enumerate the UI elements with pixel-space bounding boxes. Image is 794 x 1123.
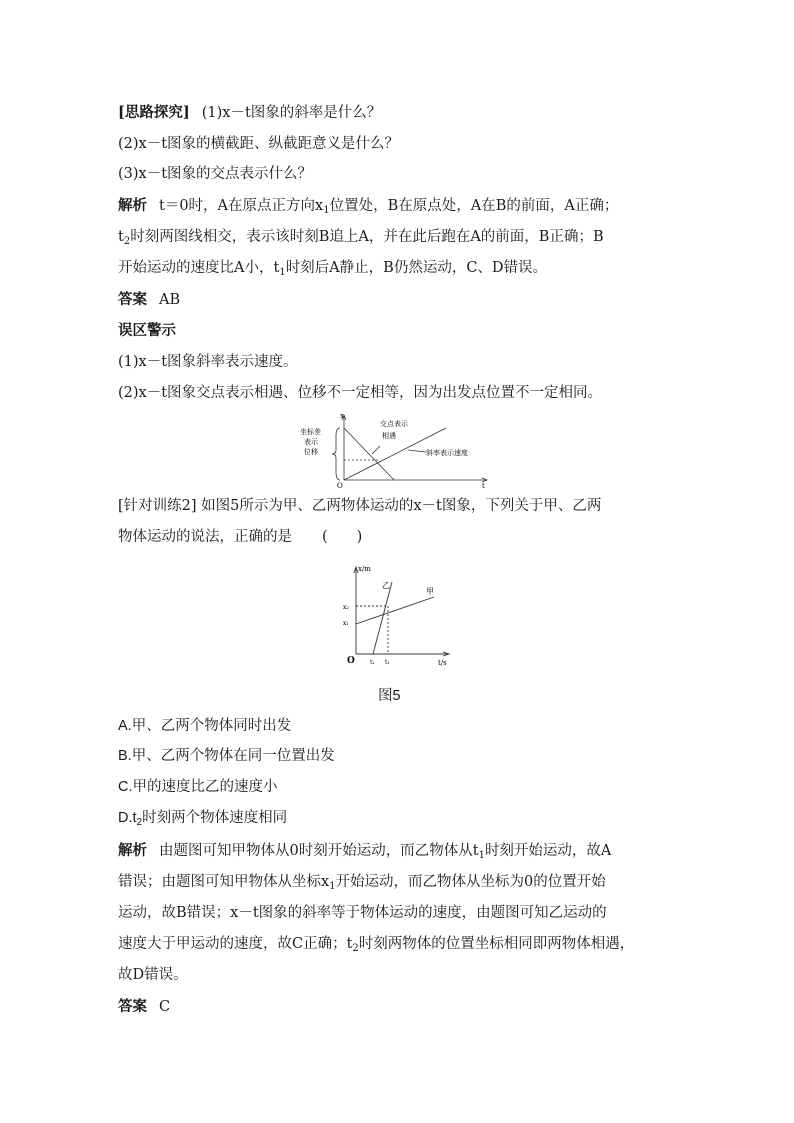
analysis1-label: 解析 <box>118 197 147 214</box>
fig2-y-label: x/m <box>358 565 371 573</box>
fig1-brace <box>332 428 340 480</box>
answer2-line <box>118 997 170 1017</box>
analysis1-sub-3: 1 <box>279 267 286 278</box>
analysis2-line-5: 故D错误。 <box>118 967 188 983</box>
analysis2-line-1 <box>118 841 611 866</box>
analysis1-line-2 <box>118 227 604 252</box>
fig1-note-top-1: 交点表示 <box>380 420 408 428</box>
thinking-line-1 <box>118 103 381 123</box>
analysis1-text-1a: t＝0时，A在原点正方向x <box>159 198 324 214</box>
fig1-note-top-2: 相遇 <box>382 432 396 440</box>
analysis2-text-2a: 错误；由题图可知甲物体从坐标x <box>118 874 330 890</box>
analysis1-text-2a: t <box>118 229 124 245</box>
option-c: C.甲的速度比乙的速度小 <box>118 779 278 795</box>
fig2-tick-t2: t₁ <box>385 659 390 666</box>
fig1-note-left-1: 坐标差 <box>300 428 321 436</box>
analysis2-line-2 <box>118 872 606 897</box>
answer2-value: C <box>159 999 171 1015</box>
fig1-pointer-right <box>408 450 426 452</box>
analysis1-sub-1: 1 <box>323 205 330 216</box>
analysis2-text-4a: 速度大于甲运动的速度，故C正确；t <box>118 936 353 952</box>
answer1-line <box>118 290 180 310</box>
analysis2-text-2b: 开始运动，而乙物体从坐标为0的位置开始 <box>335 874 606 890</box>
figure-5-caption: 图5 <box>378 688 401 704</box>
analysis1-text-3b: 时刻后A静止，B仍然运动，C、D错误。 <box>285 260 548 276</box>
fig1-note-left-3: 位移 <box>304 448 318 456</box>
analysis2-text-4b: 时刻两物体的位置坐标相同即两物体相遇， <box>358 936 635 952</box>
fig1-origin: O <box>337 482 343 488</box>
analysis2-text-1a: 由题图可知甲物体从0时刻开始运动，而乙物体从t <box>159 843 479 859</box>
analysis2-text-1b: 时刻开始运动，故A <box>484 843 612 859</box>
fig2-tick-x2: x₂ <box>343 604 349 611</box>
fig1-note-right: 斜率表示速度 <box>426 449 468 457</box>
figure-xt-annotated <box>296 410 496 488</box>
analysis1-line-3 <box>118 258 547 283</box>
answer2-label: 答案 <box>118 998 147 1015</box>
analysis1-line-1 <box>118 196 618 221</box>
thinking-tag: [思路探究] <box>118 104 190 121</box>
analysis2-line-4 <box>118 934 634 959</box>
exercise-paren: ( ) <box>322 529 363 545</box>
answer1-label: 答案 <box>118 291 147 308</box>
fig2-label-jia: 甲 <box>426 587 434 596</box>
thinking-q1: (1)x－t图象的斜率是什么？ <box>201 105 382 121</box>
analysis2-sub-1: 1 <box>478 850 485 861</box>
fig1-pointer-top <box>372 446 380 454</box>
warning-p1: (1)x－t图象斜率表示速度。 <box>118 354 298 370</box>
exercise-line-2 <box>118 527 362 547</box>
fig2-origin: O <box>347 656 355 666</box>
fig2-x-label: t/s <box>438 659 447 667</box>
option-a: A.甲、乙两个物体同时出发 <box>118 718 292 734</box>
option-b: B.甲、乙两个物体在同一位置出发 <box>118 748 335 764</box>
fig2-tick-x1: x₁ <box>343 620 349 627</box>
analysis2-sub-2: 1 <box>329 881 336 892</box>
answer1-value: AB <box>159 292 181 308</box>
fig2-tick-t1: t₁ <box>370 659 375 666</box>
thinking-q2: (2)x－t图象的横截距、纵截距意义是什么？ <box>118 136 400 152</box>
option-d-pre: D.t <box>118 810 137 826</box>
analysis1-text-1b: 位置处，B在原点处，A在B的前面，A正确； <box>329 198 619 214</box>
exercise-text-2: 物体运动的说法，正确的是 <box>118 529 292 545</box>
fig1-note-left-2: 表示 <box>304 438 318 446</box>
fig2-line-yi <box>373 582 392 654</box>
exercise-line-1: [针对训练2] 如图5所示为甲、乙两物体运动的x－t图象，下列关于甲、乙两 <box>118 498 602 514</box>
analysis2-line-3: 运动，故B错误；x－t图象的斜率等于物体运动的速度，由题图可知乙运动的 <box>118 905 607 921</box>
analysis1-text-3a: 开始运动的速度比A小，t <box>118 260 280 276</box>
figure-5 <box>336 562 456 670</box>
option-d <box>118 808 287 833</box>
fig1-axis-y: x <box>340 412 344 420</box>
fig2-label-yi: 乙 <box>382 581 390 590</box>
option-d-sub: 2 <box>136 817 143 828</box>
warning-title: 误区警示 <box>118 322 176 339</box>
warning-p2: (2)x－t图象交点表示相遇、位移不一定相等，因为出发点位置不一定相同。 <box>118 385 603 401</box>
fig1-axis-x: t <box>482 482 485 488</box>
analysis1-text-2b: 时刻两图线相交，表示该时刻B追上A，并在此后跑在A的前面，B正确；B <box>130 229 604 245</box>
analysis1-sub-2: 2 <box>123 236 131 247</box>
analysis2-label: 解析 <box>118 842 147 859</box>
option-d-post: 时刻两个物体速度相同 <box>142 810 288 826</box>
fig2-line-jia <box>356 597 434 624</box>
thinking-q3: (3)x－t图象的交点表示什么？ <box>118 166 313 182</box>
analysis2-sub-4: 2 <box>352 943 359 954</box>
